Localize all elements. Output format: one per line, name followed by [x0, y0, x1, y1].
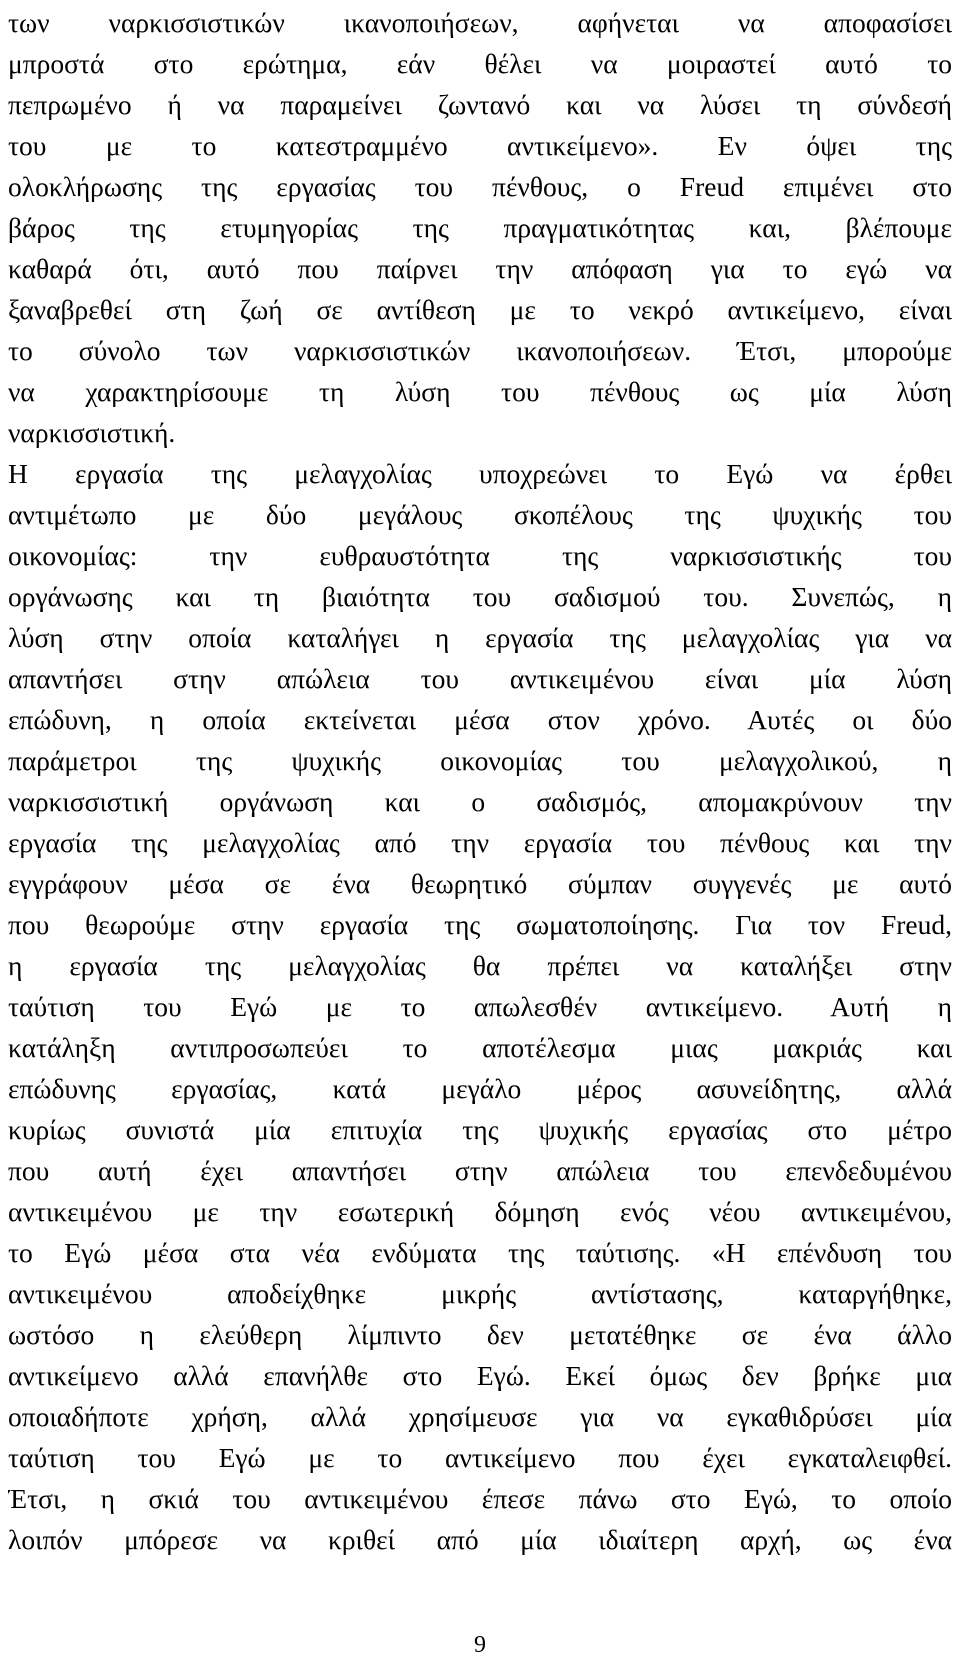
text-line: ολοκλήρωσης της εργασίας του πένθους, ο Freud επιμένει στο: [8, 171, 952, 202]
text-line: εργασία της μελαγχολίας από την εργασία του πένθους και την: [8, 827, 952, 858]
text-line: Έτσι, η σκιά του αντικειμένου έπεσε πάνω στο Εγώ, το οποίο: [8, 1483, 952, 1514]
text-line: να χαρακτηρίσουμε τη λύση του πένθους ως μία λύση: [8, 376, 952, 407]
text-line: Η εργασία της μελαγχολίας υποχρεώνει το Εγώ να έρθει: [8, 458, 952, 489]
text-line: επώδυνης εργασίας, κατά μεγάλο μέρος ασυνείδητης, αλλά: [8, 1073, 952, 1104]
text-line: οποιαδήποτε χρήση, αλλά χρησίμευσε για να εγκαθιδρύσει μία: [8, 1401, 952, 1432]
text-line: ναρκισσιστική.: [8, 417, 176, 448]
text-line: των ναρκισσιστικών ικανοποιήσεων, αφήνεται να αποφασίσει: [8, 7, 952, 38]
text-line: επώδυνη, η οποία εκτείνεται μέσα στον χρόνο. Αυτές οι δύο: [8, 704, 952, 735]
page-number: 9: [474, 1632, 486, 1658]
text-line: οργάνωσης και τη βιαιότητα του σαδισμού του. Συνεπώς, η: [8, 581, 952, 612]
body-text: [8, 2, 952, 1560]
text-line: παράμετροι της ψυχικής οικονομίας του μελαγχολικού, η: [8, 745, 952, 776]
text-line: βάρος της ετυμηγορίας της πραγματικότητας και, βλέπουμε: [8, 212, 952, 243]
text-line: το σύνολο των ναρκισσιστικών ικανοποιήσεων. Έτσι, μπορούμε: [8, 335, 952, 366]
text-line: απαντήσει στην απώλεια του αντικειμένου είναι μία λύση: [8, 663, 952, 694]
text-line: αντικειμένου με την εσωτερική δόμηση ενός νέου αντικειμένου,: [8, 1196, 952, 1227]
text-line: που θεωρούμε στην εργασία της σωματοποίησης. Για τον Freud,: [8, 909, 952, 940]
text-line: το Εγώ μέσα στα νέα ενδύματα της ταύτισης. «Η επένδυση του: [8, 1237, 952, 1268]
text-line: του με το κατεστραμμένο αντικείμενο». Εν όψει της: [8, 130, 952, 161]
text-line: μπροστά στο ερώτημα, εάν θέλει να μοιραστεί αυτό το: [8, 48, 952, 79]
text-line: που αυτή έχει απαντήσει στην απώλεια του επενδεδυμένου: [8, 1155, 952, 1186]
text-line: καθαρά ότι, αυτό που παίρνει την απόφαση για το εγώ να: [8, 253, 952, 284]
text-line: ναρκισσιστική οργάνωση και ο σαδισμός, απομακρύνουν την: [8, 786, 952, 817]
text-line: ταύτιση του Εγώ με το απωλεσθέν αντικείμενο. Αυτή η: [8, 991, 952, 1022]
text-line: οικονομίας: την ευθραυστότητα της ναρκισσιστικής του: [8, 540, 952, 571]
text-line: ωστόσο η ελεύθερη λίμπιντο δεν μετατέθηκε σε ένα άλλο: [8, 1319, 952, 1350]
text-line: πεπρωμένο ή να παραμείνει ζωντανό και να λύσει τη σύνδεσή: [8, 89, 952, 120]
text-line: ταύτιση του Εγώ με το αντικείμενο που έχει εγκαταλειφθεί.: [8, 1442, 952, 1473]
text-line: η εργασία της μελαγχολίας θα πρέπει να καταλήξει στην: [8, 950, 952, 981]
text-line: αντικείμενο αλλά επανήλθε στο Εγώ. Εκεί όμως δεν βρήκε μια: [8, 1360, 952, 1391]
text-line: αντικειμένου αποδείχθηκε μικρής αντίστασης, καταργήθηκε,: [8, 1278, 952, 1309]
text-line: αντιμέτωπο με δύο μεγάλους σκοπέλους της ψυχικής του: [8, 499, 952, 530]
text-line: κυρίως συνιστά μία επιτυχία της ψυχικής εργασίας στο μέτρο: [8, 1114, 952, 1145]
text-line: εγγράφουν μέσα σε ένα θεωρητικό σύμπαν συγγενές με αυτό: [8, 868, 952, 899]
text-line: λύση στην οποία καταλήγει η εργασία της μελαγχολίας για να: [8, 622, 952, 653]
text-line: κατάληξη αντιπροσωπεύει το αποτέλεσμα μιας μακριάς και: [8, 1032, 952, 1063]
text-line: ξαναβρεθεί στη ζωή σε αντίθεση με το νεκρό αντικείμενο, είναι: [8, 294, 952, 325]
text-line: λοιπόν μπόρεσε να κριθεί από μία ιδιαίτερη αρχή, ως ένα: [8, 1524, 952, 1555]
